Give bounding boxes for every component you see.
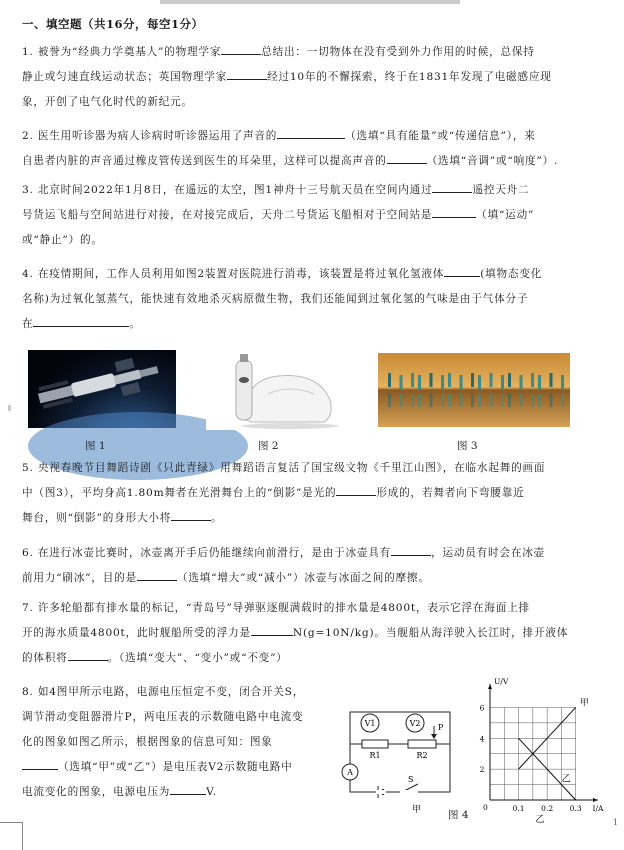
resistor-r1-label: R1 <box>369 751 381 760</box>
y-tick-label: 6 <box>479 703 485 713</box>
figure-4-graph <box>468 677 604 825</box>
y-tick-label: 4 <box>479 734 485 744</box>
answer-blank[interactable] <box>251 624 293 636</box>
y-axis-arrow <box>488 684 492 689</box>
question-1: 1. 被誉为“经典力学奠基人”的物理学家 总结出：一切物体在没有受到外力作用的时候，总保持 静止或匀速直线运动状态；英国物理学家 经过10年的不懈探索，终于在1831年发现了电磁感应现 象，开创了电气化时代的新纪元。 <box>22 40 608 115</box>
x-tick-label: 0.2 <box>541 804 554 813</box>
figure-3-caption: 图 3 <box>457 440 478 452</box>
resistor-r1 <box>362 740 388 748</box>
circuit-caption: 甲 <box>412 805 422 815</box>
rheostat-r2 <box>408 740 436 748</box>
question-6: 6. 在进行冰壶比赛时，冰壶离开手后仍能继续向前滑行，是由于冰壶具有 ，运动员有时会在冰壶 前用力“刷冰”，目的是 （选填“增大”或“减小”）冰壶与冰面之间的摩擦。 <box>22 541 608 591</box>
margin-mark <box>8 405 11 411</box>
question-4: 4. 在疫情期间，工作人员利用如图2装置对医院进行消毒，该装置是将过氧化氢液体 (填物态变化 名称)为过氧化氢蒸气，能快速有效地杀灭病原微生物，我们还能闻到过氧化氢的气味是由于气体分子 在 。 <box>22 262 608 337</box>
figure-1-caption: 图 1 <box>85 440 106 452</box>
question-5: 5. 央视春晚节目舞蹈诗剧《只此青绿》用舞蹈语言复活了国宝级文物《千里江山图》，在临水起舞的画面 中（图3），平均身高1.80m舞者在光滑舞台上的“倒影”是光的 形成的，若舞者向下弯腰靠近 舞台，则“倒影”的身形大小将 。 <box>22 462 546 524</box>
figure-2-caption: 图 2 <box>258 440 279 452</box>
rheostat-r2-label: R2 <box>416 751 428 760</box>
page-number: 1 <box>612 818 618 827</box>
answer-blank[interactable] <box>227 68 267 80</box>
answer-blank[interactable] <box>432 206 476 218</box>
x-tick-label: 0.3 <box>569 804 582 813</box>
y-tick-label: 2 <box>479 765 485 775</box>
graph-caption: 乙 <box>535 815 545 825</box>
x-axis-label: I/A <box>592 804 604 813</box>
question-8: 8. 如4图甲所示电路，电源电压恒定不变，闭合开关S， 调节滑动变阻器滑片P，两电压表的示数随电路中电流变 化的图象如图乙所示，根据图象的信息可知：图象 （选填“甲”或“乙”）是电压表V2示数随电路中 电流变化的图象，电源电压为 V. <box>22 686 305 798</box>
figure-3-dancers-photo <box>378 353 570 427</box>
section-heading: 一、填空题（共16分，每空1分） <box>22 17 204 31</box>
series-label: 乙 <box>561 774 571 785</box>
slider-p-label: P <box>438 723 444 732</box>
figure-4-caption: 图 4 <box>448 809 469 821</box>
voltmeter-v2-label: V2 <box>409 719 421 728</box>
answer-blank[interactable] <box>22 758 58 770</box>
answer-blank[interactable] <box>171 509 211 521</box>
question-2: 2. 医生用听诊器为病人诊病时听诊器运用了声音的 （选填“具有能量”或“传递信息”），来 自患者内脏的声音通过橡皮管传送到医生的耳朵里，这样可以提高声音的 （选填“音调”或“响度”）. <box>22 124 608 174</box>
figure-4-circuit-diagram <box>340 700 465 820</box>
answer-blank[interactable] <box>444 265 480 277</box>
answer-blank[interactable] <box>432 181 472 193</box>
corner-mark <box>0 822 23 850</box>
figure-1-space-station-photo <box>28 350 176 428</box>
question-3: 3. 北京时间2022年1月8日，在遥远的太空，图1神舟十三号航天员在空间内通过 遥控天舟二 号货运飞船与空间站进行对接，在对接完成后，天舟二号货运飞船相对于空间站是 （填“运动” 或“静止”）的。 <box>22 178 608 253</box>
question-7: 7. 许多轮船都有排水量的标记，“青岛号”导弹驱逐舰满载时的排水量是4800t，表示它浮在海面上排 开的海水质量4800t，此时舰船所受的浮力是 N(g=10N/kg)。当舰船从海洋驶入长江时，排开液体 的体积将 。（选填“变大”、“变小”或“不变”） <box>22 602 569 664</box>
x-tick-label: 0.1 <box>512 804 525 813</box>
header-strip <box>160 0 460 4</box>
answer-blank[interactable] <box>277 127 345 139</box>
answer-blank[interactable] <box>170 783 206 795</box>
origin-label: 0 <box>483 803 488 812</box>
series-label: 甲 <box>579 698 589 709</box>
figure-2-sprayer-photo <box>206 350 344 430</box>
ammeter-a-label: A <box>347 768 353 777</box>
y-axis-label: U/V <box>494 677 509 686</box>
answer-blank[interactable] <box>33 315 129 327</box>
answer-blank[interactable] <box>391 544 431 556</box>
switch-s-label: S <box>408 775 414 784</box>
answer-blank[interactable] <box>336 484 376 496</box>
voltmeter-v1-label: V1 <box>364 719 376 728</box>
answer-blank[interactable] <box>68 649 108 661</box>
answer-blank[interactable] <box>387 152 427 164</box>
x-axis-arrow <box>593 798 598 802</box>
answer-blank[interactable] <box>137 569 177 581</box>
answer-blank[interactable] <box>221 43 261 55</box>
